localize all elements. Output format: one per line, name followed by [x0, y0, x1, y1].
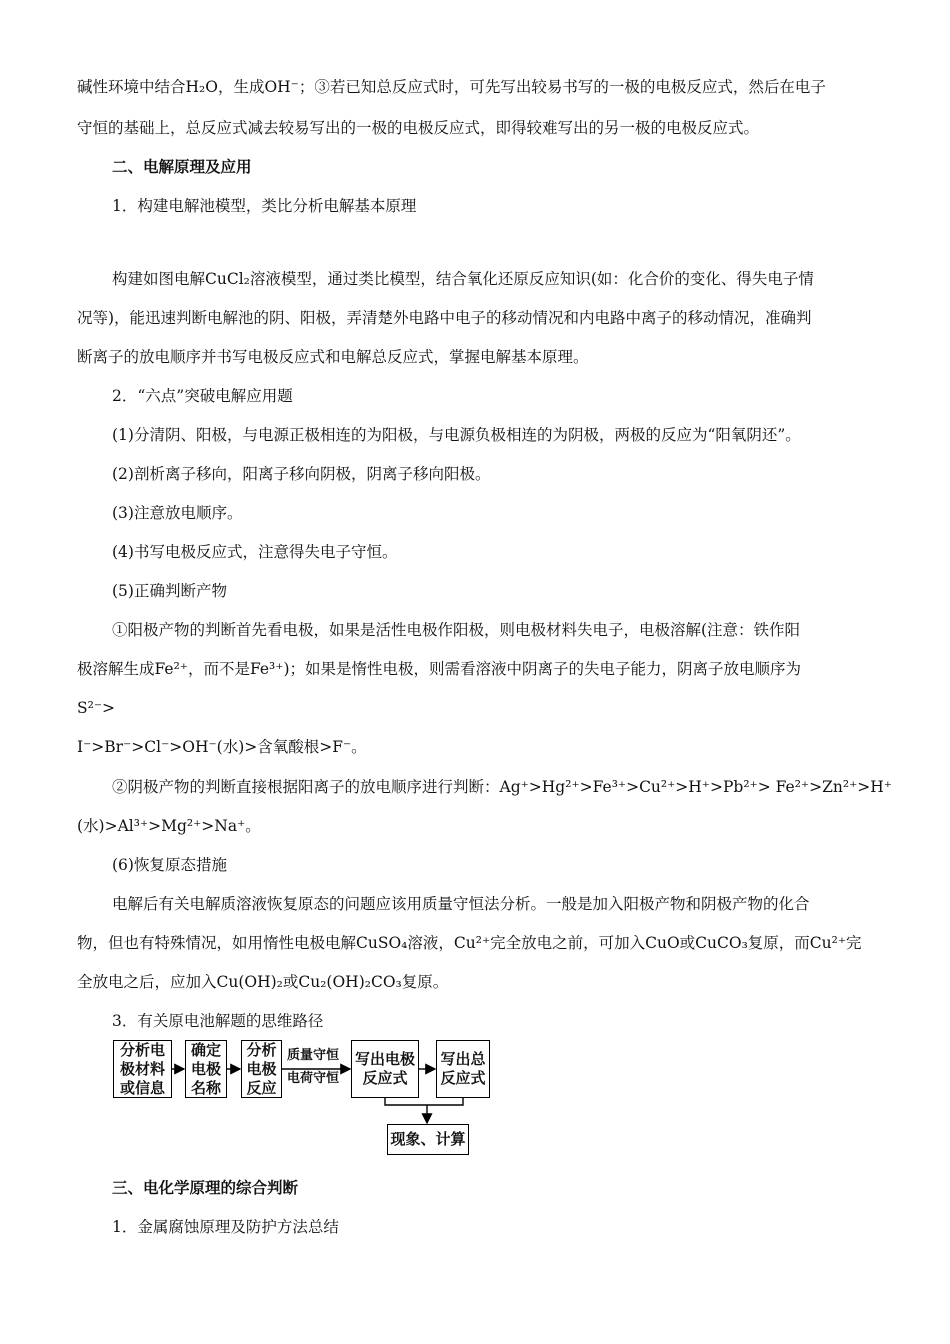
flowchart-box-text: 分析	[246, 1040, 277, 1059]
body-text-line: 极溶解生成Fe²⁺，而不是Fe³⁺)；如果是惰性电极，则需看溶液中阴离子的失电子能力，阴离子放电顺序为	[77, 660, 801, 678]
body-text-line: S²⁻>	[77, 699, 116, 717]
section-heading: 二、电解原理及应用	[112, 157, 252, 176]
flowchart-box-text: 现象、计算	[390, 1130, 466, 1148]
list-item: (3)注意放电顺序。	[112, 504, 243, 522]
body-text-line: (水)>Al³⁺>Mg²⁺>Na⁺。	[77, 817, 261, 835]
flowchart-box-text: 反应	[246, 1078, 277, 1097]
subsection-heading: 1．构建电解池模型，类比分析电解基本原理	[112, 197, 417, 215]
section-heading: 三、电化学原理的综合判断	[112, 1178, 299, 1197]
subsection-heading: 3．有关原电池解题的思维路径	[112, 1012, 324, 1030]
body-text-line: 守恒的基础上，总反应式减去较易写出的一极的电极反应式，即得较难写出的另一极的电极反应式。	[77, 119, 760, 137]
flowchart-box-text: 反应式	[440, 1069, 486, 1087]
body-text-line: I⁻>Br⁻>Cl⁻>OH⁻(水)>含氧酸根>F⁻。	[77, 738, 367, 756]
flowchart-label-charge: 电荷守恒	[287, 1071, 340, 1086]
flowchart-box-text: 确定	[190, 1040, 221, 1059]
flowchart-box-text: 写出总	[440, 1050, 486, 1068]
flowchart-label-mass: 质量守恒	[287, 1048, 340, 1063]
body-text-line: 断离子的放电顺序并书写电极反应式和电解总反应式，掌握电解基本原理。	[77, 348, 589, 366]
flowchart-box-text: 极材料	[119, 1059, 165, 1078]
list-item: (5)正确判断产物	[112, 582, 227, 600]
body-text-line: 全放电之后，应加入Cu(OH)₂或Cu₂(OH)₂CO₃复原。	[77, 973, 449, 991]
flowchart-box-text: 或信息	[119, 1078, 165, 1097]
flowchart-box-text: 分析电	[119, 1040, 165, 1059]
subsection-heading: 1．金属腐蚀原理及防护方法总结	[112, 1218, 339, 1236]
list-item: (4)书写电极反应式，注意得失电子守恒。	[112, 543, 398, 561]
flowchart-box-text: 写出电极	[354, 1050, 415, 1068]
body-text-line: 构建如图电解CuCl₂溶液模型，通过类比模型，结合氧化还原反应知识(如：化合价的变化、得失电子情	[112, 270, 814, 288]
flowchart-box-text: 反应式	[362, 1069, 408, 1087]
list-item: (6)恢复原态措施	[112, 856, 227, 874]
body-text-line: 电解后有关电解质溶液恢复原态的问题应该用质量守恒法分析。一般是加入阳极产物和阴极产物的化合	[112, 895, 810, 913]
body-text-line: ②阴极产物的判断直接根据阳离子的放电顺序进行判断：Ag⁺>Hg²⁺>Fe³⁺>Cu²⁺>H⁺>Pb²⁺> Fe²⁺>Zn²⁺>H⁺	[112, 778, 892, 796]
flowchart-box-text: 名称	[190, 1078, 221, 1097]
list-item: (1)分清阴、阳极，与电源正极相连的为阳极，与电源负极相连的为阴极，两极的反应为“阳氧阴还”。	[112, 426, 801, 444]
body-text-line: 碱性环境中结合H₂O，生成OH⁻；③若已知总反应式时，可先写出较易书写的一极的电极反应式，然后在电子	[77, 78, 826, 96]
flowchart-connector	[385, 1098, 463, 1105]
body-text-line: 况等)，能迅速判断电解池的阴、阳极，弄清楚外电路中电子的移动情况和内电路中离子的移动情况，准确判	[77, 309, 812, 327]
flowchart-box-text: 电极	[246, 1059, 277, 1078]
flowchart-box-text: 电极	[190, 1059, 221, 1078]
list-item: (2)剖析离子移向，阳离子移向阴极，阴离子移向阳极。	[112, 465, 491, 483]
subsection-heading: 2．“六点”突破电解应用题	[112, 387, 293, 405]
body-text-line: 物，但也有特殊情况，如用惰性电极电解CuSO₄溶液，Cu²⁺完全放电之前，可加入CuO或CuCO₃复原，而Cu²⁺完	[77, 934, 862, 952]
body-text-line: ①阳极产物的判断首先看电极，如果是活性电极作阳极，则电极材料失电子，电极溶解(注意：铁作阳	[112, 621, 801, 639]
